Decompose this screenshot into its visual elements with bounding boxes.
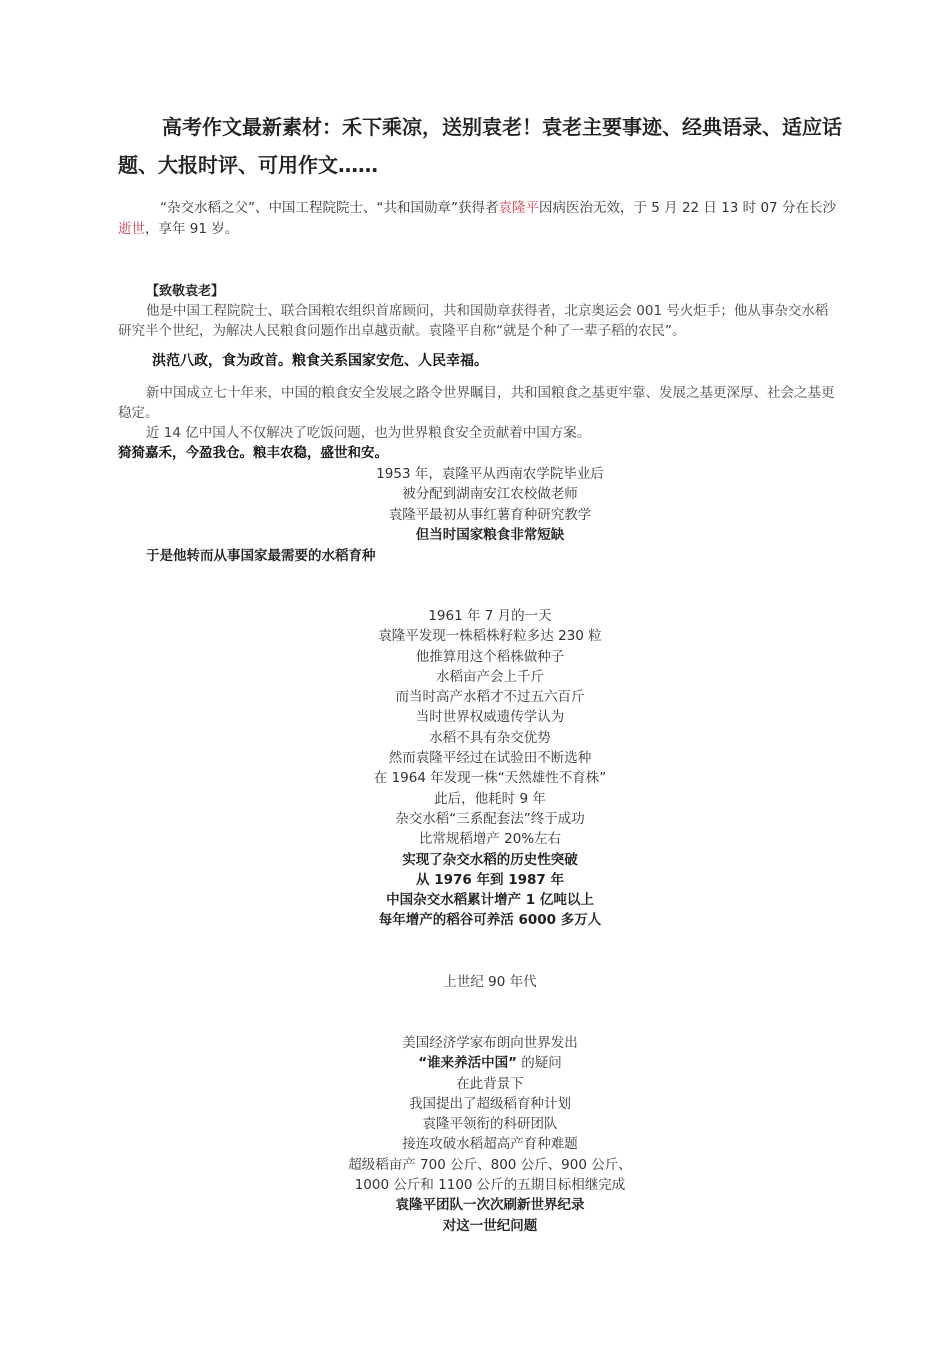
title-text: 高考作文最新素材：禾下乘凉，送别袁老！袁老主要事迹、经典语录、适应话题、大报时评、可用作文…… — [118, 115, 842, 177]
story-line-bold: 中国杂交水稻累计增产 1 亿吨以上 — [386, 892, 594, 909]
story-line: 接连攻破水稻超高产育种难题 — [402, 1136, 578, 1153]
paragraph-1-text: 他是中国工程院院士、联合国粮农组织首席顾问，共和国勋章获得者，北京奥运会 001 号火炬手；他从事杂交水稻研究半个世纪，为解决人民粮食问题作出卓越贡献。袁隆平自称“就是个种了一辈子稻的农民”。 — [118, 303, 829, 339]
story-line: 在此背景下 — [456, 1075, 524, 1092]
story-line: 1953 年，袁隆平从西南农学院毕业后 — [376, 466, 604, 482]
story-line-bold: 每年增产的稻谷可养活 6000 多万人 — [378, 912, 602, 929]
story-block-1 — [0, 464, 950, 545]
story-line: 水稻亩产会上千斤 — [436, 668, 544, 685]
story-block-3 — [0, 1033, 950, 1236]
intro-text-1: “杂交水稻之父”、中国工程院院士、“共和国勋章”获得者 — [160, 200, 499, 216]
story-line: 杂交水稻“三系配套法”终于成功 — [395, 810, 585, 827]
question-quote: “谁来养活中国” — [418, 1055, 517, 1072]
story-line: 1961 年 7 月的一天 — [428, 608, 552, 624]
story-line-question — [0, 1053, 950, 1073]
story-line: 水稻不具有杂交优势 — [429, 729, 551, 746]
passed-link[interactable]: 逝世 — [118, 221, 145, 237]
story-line: 当时世界权威遗传学认为 — [415, 709, 565, 726]
era-line: 上世纪 90 年代 — [443, 974, 537, 990]
story-line-bold: 实现了杂交水稻的历史性突破 — [402, 851, 578, 868]
story-line-bold: 但当时国家粮食非常短缺 — [415, 526, 565, 543]
paragraph-2-text: 新中国成立七十年来，中国的粮食安全发展之路令世界瞩目，共和国粮食之基更牢靠、发展之基更深厚、社会之基更稳定。 — [118, 385, 835, 421]
intro-text-2: 因病医治无效，于 5 月 22 日 13 时 07 分在长沙 — [538, 200, 836, 216]
story-line: 他推算用这个稻株做种子 — [415, 648, 565, 665]
story-block-2 — [0, 606, 950, 931]
story-line: 袁隆平最初从事红薯育种研究教学 — [388, 506, 592, 523]
story-line: 我国提出了超级稻育种计划 — [409, 1095, 571, 1112]
paragraph-1 — [118, 301, 838, 341]
intro-text-3: ，享年 91 岁。 — [145, 221, 239, 237]
paragraph-3 — [118, 423, 838, 443]
story-line: 袁隆平领衔的科研团队 — [422, 1116, 558, 1133]
story-line: 而当时高产水稻才不过五六百斤 — [395, 689, 585, 706]
section-heading: 【致敬袁老】 — [146, 284, 225, 299]
story-line: 袁隆平发现一株稻株籽粒多达 230 粒 — [378, 628, 602, 645]
story-line: 1000 公斤和 1100 公斤的五期目标相继完成 — [354, 1177, 626, 1194]
page-title — [118, 108, 848, 184]
intro-paragraph — [118, 198, 838, 240]
era-block — [0, 972, 950, 992]
paragraph-2 — [118, 383, 838, 423]
bold-statement-3: 于是他转而从事国家最需要的水稻育种 — [146, 548, 376, 564]
story-line: 超级稻亩产 700 公斤、800 公斤、900 公斤、 — [348, 1156, 632, 1173]
question-rest: 的疑问 — [516, 1055, 562, 1072]
story-line: 被分配到湖南安江农校做老师 — [402, 486, 578, 503]
name-link[interactable]: 袁隆平 — [498, 200, 539, 216]
story-line: 此后，他耗时 9 年 — [434, 790, 546, 807]
bold-statement-1: 洪范八政，食为政首。粮食关系国家安危、人民幸福。 — [152, 353, 488, 369]
story-line-bold: 对这一世纪问题 — [442, 1217, 538, 1234]
story-line: 比常规稻增产 20%左右 — [418, 831, 562, 848]
bold-statement-2: 猗猗嘉禾，今盈我仓。粮丰农稳，盛世和安。 — [118, 445, 388, 461]
story-line: 在 1964 年发现一株“天然雄性不育株” — [373, 770, 607, 787]
story-line: 美国经济学家布朗向世界发出 — [402, 1035, 578, 1051]
story-line: 然而袁隆平经过在试验田不断选种 — [388, 750, 592, 767]
story-line-bold: 从 1976 年到 1987 年 — [416, 871, 564, 888]
paragraph-3-text: 近 14 亿中国人不仅解决了吃饭问题，也为世界粮食安全贡献着中国方案。 — [146, 425, 591, 441]
story-line-bold: 袁隆平团队一次次刷新世界纪录 — [395, 1197, 585, 1214]
